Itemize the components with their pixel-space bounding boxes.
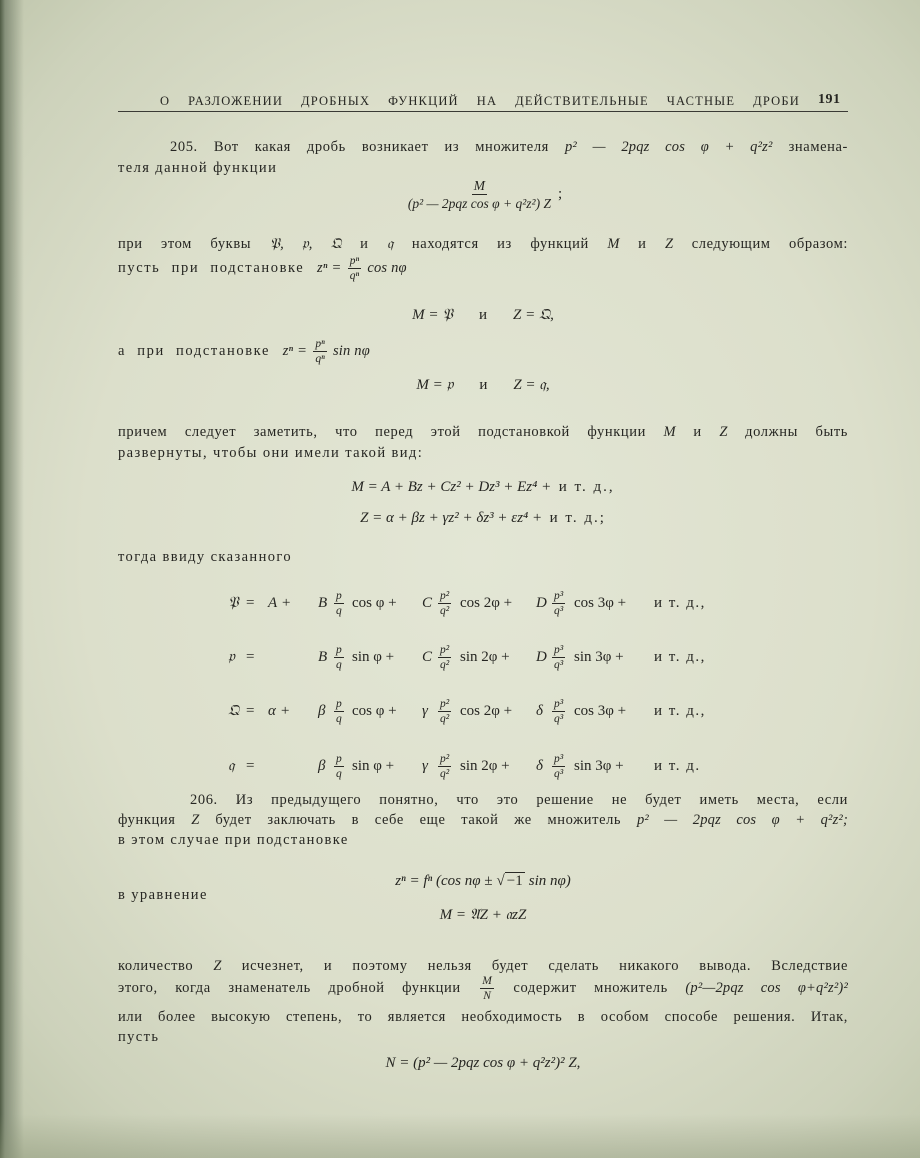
fraction-numerator: p² <box>440 697 450 710</box>
fraction-denominator: (p² — 2pqz cos φ + q²z²) Z <box>407 196 551 211</box>
radicand: −1 <box>506 873 523 889</box>
fraction <box>552 698 565 725</box>
fraction-denominator: q² <box>440 767 450 780</box>
math-expression: M = A + Bz + Cz² + Dz³ + Ez⁴ + <box>351 479 552 495</box>
formula-row-2 <box>228 641 738 673</box>
text-run: Из предыдущего понятно, что это решение не будет иметь места, если <box>235 792 848 808</box>
fraction <box>438 753 451 780</box>
paragraph-206-line-8: пусть <box>118 1029 160 1045</box>
running-head-title: О РАЗЛОЖЕНИИ ДРОБНЫХ ФУНКЦИЙ НА ДЕЙСТВИТЕЛЬНЫЕ ЧАСТНЫЕ ДРОБИ <box>160 94 800 108</box>
fraction-denominator: q <box>336 658 342 671</box>
equation-substitution-sin <box>118 374 848 396</box>
equals-sign: = <box>246 702 255 719</box>
fraction-numerator: p² <box>440 589 450 602</box>
paragraph-205-line-2: теля данной функции <box>118 160 278 176</box>
fraction-denominator: q³ <box>554 604 564 617</box>
trig-term: sin 2φ + <box>460 757 510 774</box>
fraction-numerator: pⁿ <box>349 255 360 267</box>
sqrt-sign: √ <box>496 873 505 889</box>
trig-term: sin 2φ + <box>460 648 510 665</box>
trig-term: sin φ + <box>352 648 395 665</box>
fraction-denominator: q <box>336 712 342 725</box>
coefficient: γ <box>422 757 429 774</box>
constant-term: α + <box>268 702 291 719</box>
coefficient: B <box>318 648 328 665</box>
etc-text: и т. д. <box>654 757 701 774</box>
math-symbol: Z <box>719 424 728 440</box>
paragraph-205-line-4 <box>118 255 848 282</box>
text-run: и т. д.; <box>549 510 606 526</box>
fraction <box>480 975 494 1002</box>
coefficient: δ <box>536 757 544 774</box>
math-expression: cos nφ <box>367 259 407 276</box>
math-symbol: Z <box>191 812 200 828</box>
math-symbol: M <box>663 424 676 440</box>
fraction-numerator: M <box>473 178 486 193</box>
trig-term: sin 3φ + <box>574 757 624 774</box>
math-expression: sin nφ) <box>528 873 571 889</box>
math-expression: zⁿ = <box>282 342 308 359</box>
page-edge-shadow <box>0 0 24 1158</box>
text-run: при этом буквы <box>118 236 252 252</box>
paragraph-206-line-5 <box>118 956 848 976</box>
coefficient: δ <box>536 702 544 719</box>
fraction-numerator: M <box>482 975 492 987</box>
equation-M: M = 𝔄Z + 𝔞zZ <box>439 907 527 923</box>
text-run: а при подстановке <box>118 342 270 359</box>
paragraph-206-line-3: в этом случае при подстановке <box>118 832 349 848</box>
coefficient: γ <box>422 702 429 719</box>
text-run: причем следует заметить, что перед этой подстановкой функции <box>118 424 646 440</box>
coefficient: D <box>536 648 548 665</box>
conjunction: и <box>478 307 487 323</box>
fraction <box>348 255 361 282</box>
text-run: содержит множитель <box>513 979 668 996</box>
trig-term: cos 3φ + <box>574 594 627 611</box>
text-run: Вот какая дробь возникает из множителя <box>213 139 549 155</box>
paragraph-206-line-6 <box>118 975 848 1002</box>
text-run: этого, когда знаменатель дробной функции <box>118 979 461 996</box>
constant-term: A + <box>268 594 292 611</box>
math-expression: zⁿ = fⁿ (cos nφ ± <box>395 873 493 889</box>
text-run: функция <box>118 812 176 828</box>
fraction-denominator: q³ <box>554 767 564 780</box>
text-run: и <box>693 424 702 440</box>
trig-term: sin φ + <box>352 757 395 774</box>
fraction <box>438 590 451 617</box>
formula-row-4 <box>228 750 738 782</box>
running-head <box>160 92 800 110</box>
coefficient: D <box>536 594 548 611</box>
fraction <box>552 590 565 617</box>
paragraph-205-line-7: развернуты, чтобы они имели такой вид: <box>118 445 424 461</box>
punctuation: ; <box>557 185 563 202</box>
formula-row-1 <box>228 587 738 619</box>
text-run: следующим образом: <box>691 236 848 252</box>
math-symbol: Z <box>664 236 674 252</box>
math-expression: M = 𝔓 <box>412 307 453 323</box>
fraction-denominator: q² <box>440 604 450 617</box>
section-number: 206. <box>190 792 218 808</box>
text-run: пусть при подстановке <box>118 259 305 276</box>
text-run: и <box>360 236 369 252</box>
math-symbol: M <box>607 236 620 252</box>
math-expression: (p²—2pqz cos φ+q²z²)² <box>685 979 848 996</box>
fraction-numerator: p³ <box>554 589 564 602</box>
fraktur-letter: 𝔮 <box>386 236 394 252</box>
fraction-denominator: q <box>336 767 342 780</box>
section-number: 205. <box>170 139 198 155</box>
paragraph-205-line-5 <box>118 338 848 365</box>
fraction-numerator: p² <box>440 752 450 765</box>
coefficient: C <box>422 648 433 665</box>
fraction <box>334 698 344 725</box>
equation-substitution-cos <box>118 304 848 326</box>
fraction <box>438 644 451 671</box>
equals-sign: = <box>246 757 255 774</box>
trig-term: cos φ + <box>352 702 397 719</box>
trig-term: cos φ + <box>352 594 397 611</box>
math-expression: M = 𝔭 <box>416 377 454 393</box>
coefficient: β <box>318 702 326 719</box>
fraction-denominator: q² <box>440 658 450 671</box>
fraction <box>406 178 553 211</box>
fraction-denominator: qⁿ <box>349 270 360 282</box>
math-expression: Z = 𝔮, <box>513 377 550 393</box>
text-run: должны быть <box>745 424 848 440</box>
math-expression: Z = 𝔔, <box>512 307 554 323</box>
etc-text: и т. д., <box>654 594 706 611</box>
trig-term: cos 3φ + <box>574 702 627 719</box>
text-run: будет заключать в себе еще такой же множитель <box>215 812 622 828</box>
text-run: знамена- <box>788 139 848 155</box>
math-expression: zⁿ = <box>317 259 342 276</box>
fraction-denominator: q³ <box>554 658 564 671</box>
fraction-numerator: p² <box>440 643 450 656</box>
text-run: количество <box>118 958 194 974</box>
math-expression: p² — 2pqz cos φ + q²z²; <box>636 812 848 828</box>
fraction-numerator: pⁿ <box>315 338 325 350</box>
trig-term: cos 2φ + <box>460 702 513 719</box>
math-expression: p² — 2pqz cos φ + q²z² <box>564 139 773 155</box>
paragraph-206-line-4: в уравнение <box>118 887 208 903</box>
paragraph-205-line-1 <box>170 137 848 157</box>
text-run: и т. д., <box>558 479 615 495</box>
fraction-numerator: p <box>336 752 342 765</box>
formula-row-3 <box>228 695 738 727</box>
math-expression: Z = α + βz + γz² + δz³ + εz⁴ + <box>360 510 543 526</box>
fraction-numerator: p³ <box>554 697 564 710</box>
fraction <box>552 753 565 780</box>
equation-series-Z <box>118 507 848 529</box>
coefficient: β <box>318 757 326 774</box>
equals-sign: = <box>246 648 255 665</box>
fraction-denominator: q³ <box>554 712 564 725</box>
text-run: исчезнет, и поэтому нельзя будет сделать никакого вывода. Вследствие <box>241 958 848 974</box>
math-expression: sin nφ <box>332 342 370 359</box>
formula-lhs: 𝔮 <box>228 758 235 774</box>
paragraph-205-line-3 <box>118 234 848 254</box>
fraction <box>438 698 451 725</box>
formula-lhs: 𝔓 <box>228 595 239 611</box>
header-rule <box>118 111 848 112</box>
coefficient: C <box>422 594 433 611</box>
fraction-denominator: qⁿ <box>315 353 325 365</box>
fraction <box>334 590 344 617</box>
coefficient: B <box>318 594 328 611</box>
fraction <box>334 753 344 780</box>
equation-N: N = (p² — 2pqz cos φ + q²z²)² Z, <box>385 1055 581 1071</box>
text-run: и <box>638 236 647 252</box>
text-run: находятся из функций <box>411 236 589 252</box>
fraction-numerator: p <box>336 589 342 602</box>
trig-term: cos 2φ + <box>460 594 513 611</box>
fraction-denominator: q² <box>440 712 450 725</box>
page-number: 191 <box>818 92 841 107</box>
page-bottom-shadow <box>0 1114 920 1158</box>
fraction-numerator: p³ <box>554 643 564 656</box>
math-symbol: Z <box>213 958 222 974</box>
fraction-numerator: p <box>336 643 342 656</box>
fraction-denominator: q <box>336 604 342 617</box>
trig-term: sin 3φ + <box>574 648 624 665</box>
equation-series-M <box>118 476 848 498</box>
fraction <box>313 338 326 365</box>
fraktur-letters: 𝔓, 𝔭, 𝔔 <box>269 236 342 252</box>
paragraph-205-line-6 <box>118 422 848 442</box>
paragraph-205-line-8: тогда ввиду сказанного <box>118 549 293 565</box>
paragraph-206-line-7: или более высокую степень, то является необходимость в особом способе решения. Итак, <box>118 1009 848 1025</box>
fraction <box>552 644 565 671</box>
fraction <box>334 644 344 671</box>
etc-text: и т. д., <box>654 702 706 719</box>
equation-partial-fraction <box>118 178 848 211</box>
formula-lhs: 𝔔 <box>228 703 240 719</box>
paragraph-206-line-2 <box>118 810 848 830</box>
fraction-numerator: p <box>336 697 342 710</box>
conjunction: и <box>479 377 488 393</box>
etc-text: и т. д., <box>654 648 706 665</box>
equals-sign: = <box>246 594 255 611</box>
paragraph-206-line-1 <box>190 790 848 810</box>
fraction-denominator: N <box>483 990 491 1002</box>
formula-lhs: 𝔭 <box>228 649 235 665</box>
fraction-numerator: p³ <box>554 752 564 765</box>
